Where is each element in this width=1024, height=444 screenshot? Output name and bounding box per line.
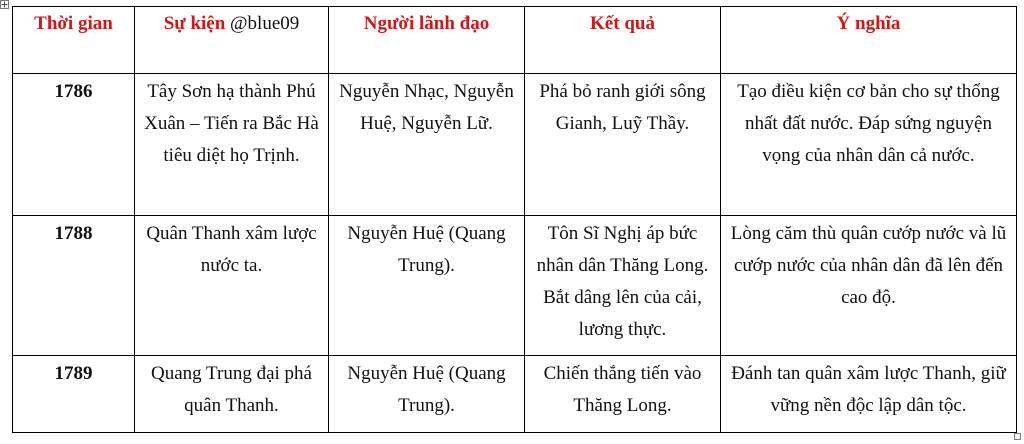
table-row [13, 216, 1017, 356]
cell-leader: Nguyễn Nhạc, Nguyễn Huệ, Nguyễn Lữ. [329, 74, 525, 216]
cell-year: 1786 [13, 74, 135, 216]
header-event: Sự kiện @blue09 [135, 7, 329, 74]
cell-leader: Nguyễn Huệ (Quang Trung). [329, 216, 525, 356]
cell-year: 1788 [13, 216, 135, 356]
header-time: Thời gian [13, 7, 135, 74]
header-leader: Người lãnh đạo [329, 7, 525, 74]
table-move-handle-icon[interactable] [0, 0, 9, 9]
table-header-row [13, 7, 1017, 74]
header-meaning: Ý nghĩa [721, 7, 1017, 74]
table-resize-handle-icon[interactable] [1014, 433, 1021, 440]
cell-result: Chiến thắng tiến vào Thăng Long. [525, 356, 721, 433]
cell-meaning: Tạo điều kiện cơ bản cho sự thống nhất đất nước. Đáp sứng nguyện vọng của nhân dân cả nước. [721, 74, 1017, 216]
cell-result: Phá bỏ ranh giới sông Gianh, Luỹ Thầy. [525, 74, 721, 216]
table-row [13, 356, 1017, 433]
cell-result: Tôn Sĩ Nghị áp bức nhân dân Thăng Long. Bắt dâng lên của cải, lương thực. [525, 216, 721, 356]
history-table [12, 6, 1017, 433]
header-event-author: @blue09 [225, 13, 300, 34]
cell-event: Tây Sơn hạ thành Phú Xuân – Tiến ra Bắc Hà tiêu diệt họ Trịnh. [135, 74, 329, 216]
cell-meaning: Lòng căm thù quân cướp nước và lũ cướp nước của nhân dân đã lên đến cao độ. [721, 216, 1017, 356]
cell-leader: Nguyễn Huệ (Quang Trung). [329, 356, 525, 433]
header-result: Kết quả [525, 7, 721, 74]
cell-year: 1789 [13, 356, 135, 433]
cell-event: Quân Thanh xâm lược nước ta. [135, 216, 329, 356]
cell-event: Quang Trung đại phá quân Thanh. [135, 356, 329, 433]
table-row [13, 74, 1017, 216]
cell-meaning: Đánh tan quân xâm lược Thanh, giữ vững nền độc lập dân tộc. [721, 356, 1017, 433]
